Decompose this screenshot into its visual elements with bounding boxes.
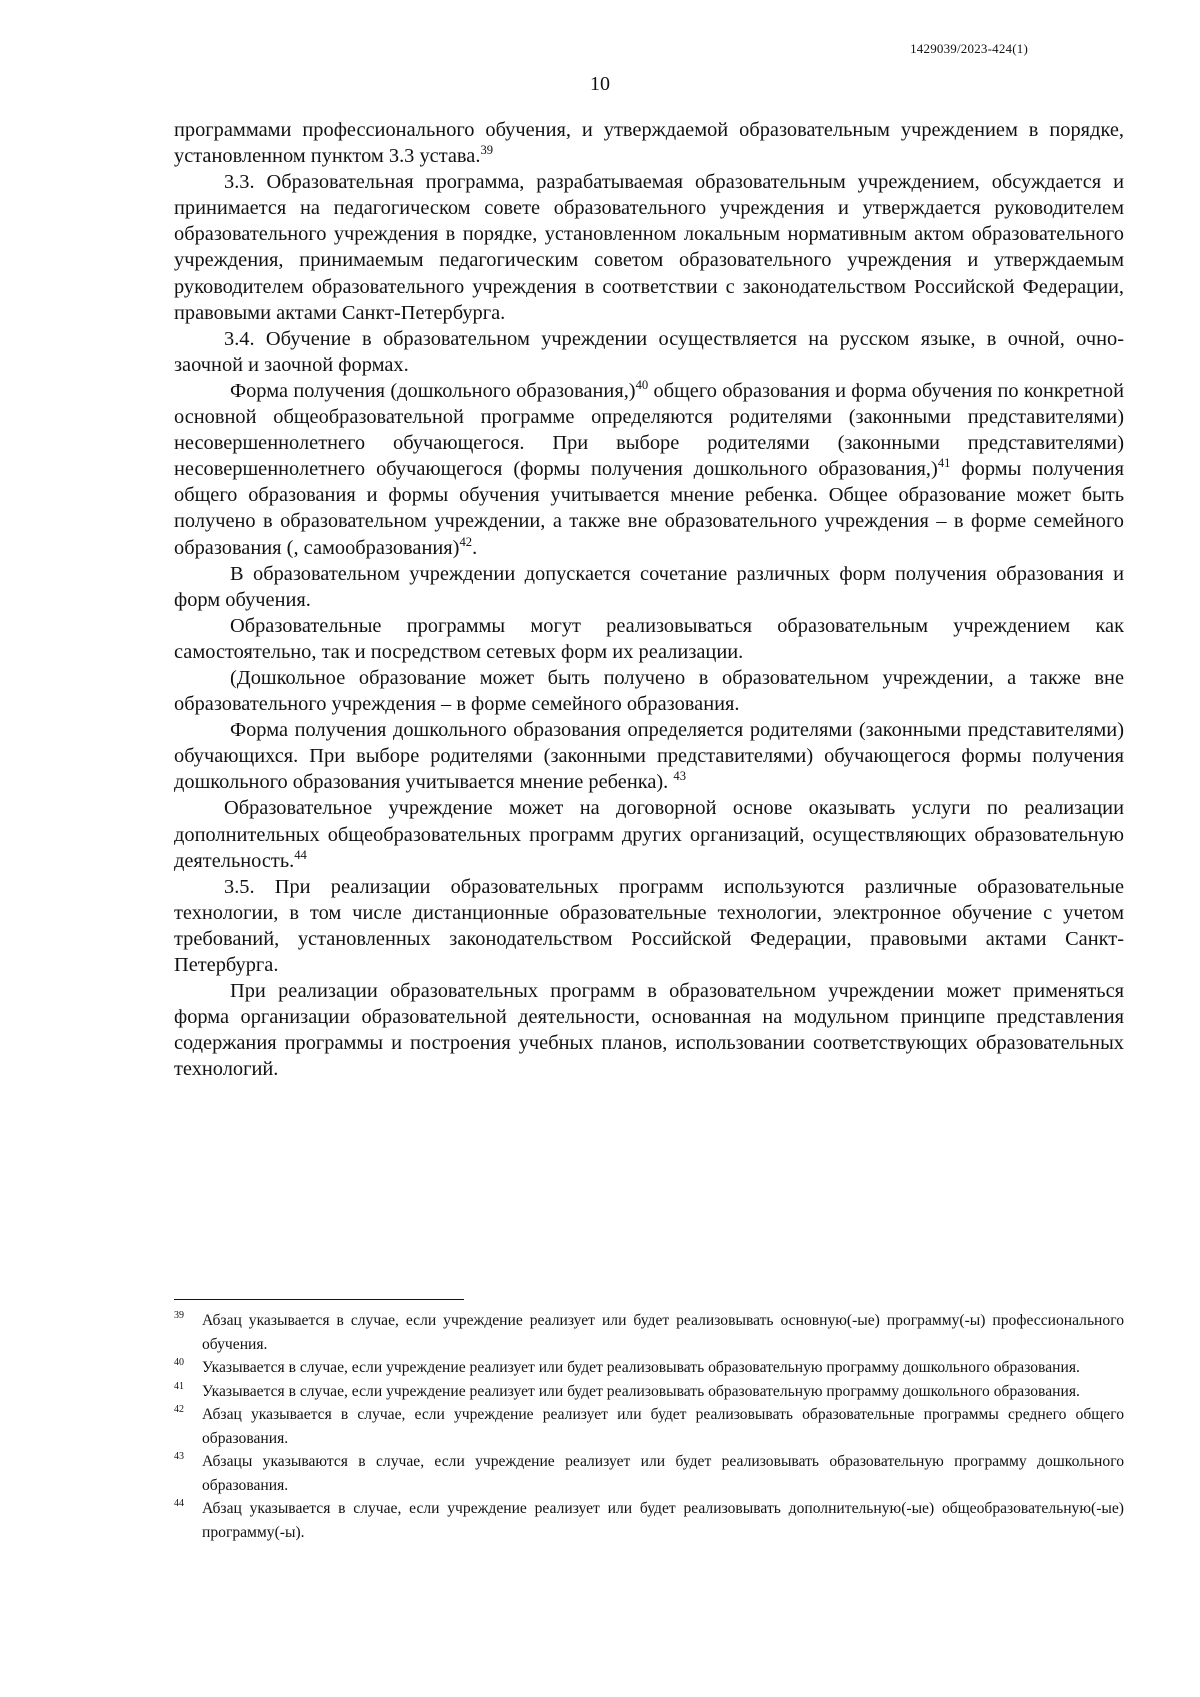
document-id: 1429039/2023-424(1) bbox=[910, 41, 1028, 56]
footnote-42: 42 Абзац указывается в случае, если учреждение реализует или будет реализовывать образовательные программы среднего общего образования. bbox=[174, 1403, 1124, 1450]
footnote-44: 44 Абзац указывается в случае, если учреждение реализует или будет реализовывать дополнительную(-ые) общеобразовательную(-ые) программу(-ы). bbox=[174, 1497, 1124, 1544]
footnote-40: 40 Указывается в случае, если учреждение реализует или будет реализовывать образовательную программу дошкольного образования. bbox=[174, 1356, 1124, 1380]
footnote-separator bbox=[174, 1299, 464, 1300]
footnote-43: 43 Абзацы указываются в случае, если учреждение реализует или будет реализовывать образовательную программу дошкольного образования. bbox=[174, 1450, 1124, 1497]
paragraph-preschool-education: (Дошкольное образование может быть получено в образовательном учреждении, а также вне образовательного учреждения – в форме семейного образования. bbox=[174, 666, 1124, 716]
paragraph-3-5: 3.5. При реализации образовательных программ используются различные образовательные технологии, в том числе дистанционные образовательные технологии, электронное обучение с учетом требований, установленных законодательством Российской Федерации, правовыми актами Санкт-Петербурга. bbox=[174, 875, 1124, 976]
footnote-marker: 39 bbox=[174, 1310, 184, 1321]
footnote-marker: 40 bbox=[174, 1357, 184, 1368]
footnote-marker: 42 bbox=[174, 1404, 184, 1415]
paragraph-combination-of-forms: В образовательном учреждении допускается сочетание различных форм получения образования и форм обучения. bbox=[174, 562, 1124, 611]
footnote-ref-40[interactable]: 40 bbox=[635, 378, 649, 393]
paragraph-network-forms: Образовательные программы могут реализовываться образовательным учреждением как самостоятельно, так и посредством сетевых форм их реализации. bbox=[174, 614, 1124, 663]
paragraph-3-3: 3.3. Образовательная программа, разрабатываемая образовательным учреждением, обсуждается и принимается на педагогическом совете образовательного учреждения и утверждается руководителем образовательного учреждения в порядке, установленном локальным нормативным актом образовательного учреждения, принимаемым педагогическим советом образовательного учреждения и утверждаемым руководителем образовательного учреждения в соответствии с законодательством Российской Федерации, правовыми актами Санкт-Петербурга. bbox=[174, 171, 1124, 324]
document-body bbox=[174, 117, 1124, 1082]
paragraph-modular-principle: При реализации образовательных программ в образовательном учреждении может применяться форма организации образовательной деятельности, основанная на модульном принципе представления содержания программы и построения учебных планов, использовании соответствующих образовательных технологий. bbox=[174, 980, 1124, 1081]
paragraph-1: программами профессионального обучения, и утверждаемой образовательным учреждением в порядке, установленном пунктом 3.3 устава.$^{39}$ bbox=[174, 119, 1124, 168]
footnote-ref-44[interactable]: 44 bbox=[294, 847, 307, 862]
paragraph-3-4: 3.4. Обучение в образовательном учреждении осуществляется на русском языке, в очной, очно-заочной и заочной формах. bbox=[174, 327, 1124, 376]
paragraph-preschool-form: Форма получения дошкольного образования определяется родителями (законными представителями) обучающихся. При выборе родителями (законными представителями) обучающегося формы получения дошкольного образования учитывается мнение ребенка). $^{43}$ bbox=[174, 719, 1124, 794]
footnote-marker: 41 bbox=[174, 1380, 184, 1392]
footnote-ref-39[interactable]: 39 bbox=[480, 143, 494, 158]
paragraph-contract-services: Образовательное учреждение может на договорной основе оказывать услуги по реализации дополнительных общеобразовательных программ других организаций, осуществляющих образовательную деятельность.$^{44}$ bbox=[174, 797, 1124, 872]
footnote-marker: 44 bbox=[174, 1498, 184, 1509]
footnote-ref-42[interactable]: 42 bbox=[459, 534, 473, 549]
footnotes bbox=[174, 1309, 1124, 1544]
page-number: 10 bbox=[590, 73, 610, 95]
paragraph-form-of-education: Форма получения (дошкольного образования,)$^{40}$ общего образования и форма обучения по конкретной основной общеобразовательной программе определяются родителями (законными представителями) несовершеннолетнего обучающегося. При выборе родителями (законными представителями) несовершеннолетнего обучающегося (формы получения дошкольного образования,)$^{41}$ формы получения общего образования и формы обучения учитывается мнение ребенка. Общее образование может быть получено в образовательном учреждении, а также вне образовательного учреждения – в форме семейного образования (, самообразования)$^{42}$. bbox=[174, 378, 1124, 559]
footnote-ref-41[interactable]: 41 bbox=[937, 456, 951, 471]
footnote-marker: 43 bbox=[174, 1451, 184, 1462]
footnote-ref-43[interactable]: 43 bbox=[673, 769, 686, 784]
footnote-39: 39 Абзац указывается в случае, если учреждение реализует или будет реализовывать основную(-ые) программу(-ы) профессионального обучения. bbox=[174, 1309, 1124, 1356]
footnote-41: 41 Указывается в случае, если учреждение реализует или будет реализовывать образовательную программу дошкольного образования. bbox=[174, 1380, 1124, 1404]
